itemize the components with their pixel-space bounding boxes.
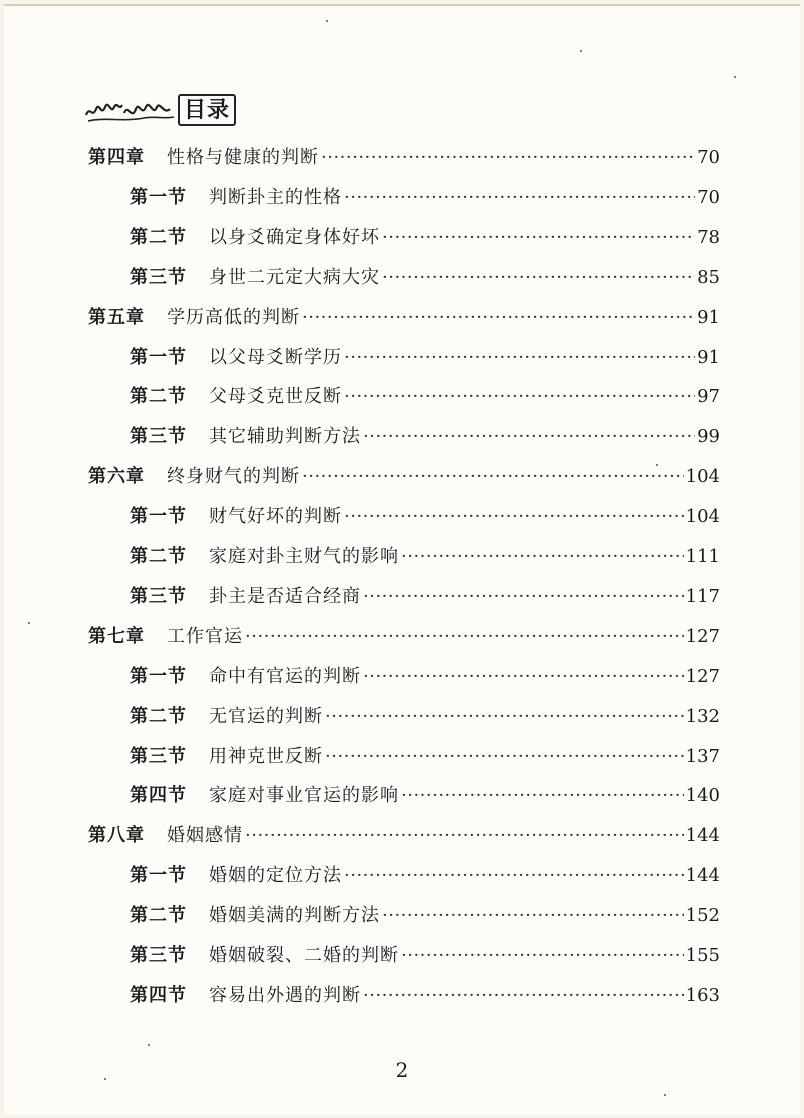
dot-leader <box>302 306 695 330</box>
toc-entry-number: 第三节 <box>130 745 187 767</box>
toc-section-row <box>130 346 720 370</box>
dot-leader <box>344 346 695 370</box>
scan-speck <box>148 1044 150 1046</box>
toc-entry-number: 第八章 <box>88 825 145 847</box>
toc-entry-page: 163 <box>685 984 720 1006</box>
toc-entry-title: 身世二元定大病大灾 <box>209 266 380 288</box>
toc-section-row <box>130 425 720 449</box>
scan-speck <box>104 1078 106 1080</box>
toc-entry-page: 70 <box>697 147 720 168</box>
toc-entry-title: 学历高低的判断 <box>167 306 300 328</box>
toc-section-row <box>130 745 720 769</box>
toc-entry-title: 用神克世反断 <box>209 745 323 767</box>
toc-entry-title: 婚姻的定位方法 <box>209 865 342 887</box>
toc-entry-number: 第三节 <box>130 945 187 966</box>
document-page <box>4 4 800 1114</box>
dot-leader <box>401 784 684 808</box>
toc-section-row <box>130 944 720 968</box>
dot-leader <box>321 146 695 170</box>
dot-leader <box>344 186 695 210</box>
dot-leader <box>344 385 695 409</box>
toc-entry-page: 104 <box>685 466 720 488</box>
toc-entry-title: 财气好坏的判断 <box>209 506 342 528</box>
toc-entry-number: 第三节 <box>130 266 187 288</box>
dot-leader <box>245 625 684 649</box>
toc-section-row <box>130 226 720 250</box>
toc-section-row <box>130 784 720 808</box>
toc-section-row <box>130 904 720 928</box>
toc-section-row <box>130 186 720 210</box>
toc-entry-page: 111 <box>685 546 720 567</box>
toc-entry-number: 第一节 <box>130 346 187 368</box>
toc-entry-page: 140 <box>685 785 720 807</box>
dot-leader <box>382 226 695 250</box>
toc-entry-number: 第一节 <box>130 506 187 528</box>
dot-leader <box>344 505 684 529</box>
toc-entry-page: 132 <box>685 705 720 727</box>
toc-chapter-row <box>88 625 720 649</box>
toc-entry-page: 127 <box>685 625 720 647</box>
toc-title: 目录 <box>178 94 236 126</box>
toc-entry-title: 终身财气的判断 <box>167 466 300 488</box>
toc-entry-number: 第六章 <box>88 466 145 488</box>
toc-entry-title: 其它辅助判断方法 <box>209 426 361 448</box>
dot-leader <box>401 545 684 569</box>
scan-speck <box>28 622 30 624</box>
scan-speck <box>656 464 658 466</box>
dot-leader <box>302 465 684 489</box>
toc-entry-title: 婚姻美满的判断方法 <box>209 905 380 927</box>
toc-entry-number: 第四节 <box>130 984 187 1006</box>
toc-entry-number: 第二节 <box>130 386 187 408</box>
toc-entry-page: 85 <box>697 266 720 288</box>
toc-entry-title: 父母爻克世反断 <box>209 386 342 408</box>
dot-leader <box>245 824 684 848</box>
dot-leader <box>382 904 684 928</box>
toc-section-row <box>130 545 720 569</box>
toc-entry-title: 判断卦主的性格 <box>209 186 342 208</box>
toc-entry-title: 卦主是否适合经商 <box>209 585 361 607</box>
toc-entry-number: 第一节 <box>130 665 187 687</box>
dot-leader <box>344 864 684 888</box>
dot-leader <box>325 705 684 729</box>
toc-section-row <box>130 505 720 529</box>
toc-entry-page: 155 <box>685 945 720 966</box>
toc-section-row <box>130 266 720 290</box>
dot-leader <box>363 665 684 689</box>
toc-entry-page: 137 <box>685 745 720 767</box>
toc-heading <box>84 94 236 126</box>
toc-section-row <box>130 864 720 888</box>
toc-entry-title: 家庭对卦主财气的影响 <box>209 546 399 567</box>
toc-entry-title: 以父母爻断学历 <box>209 346 342 368</box>
dot-leader <box>325 745 684 769</box>
toc-entry-page: 70 <box>697 186 720 208</box>
toc-entry-number: 第五章 <box>88 306 145 328</box>
toc-section-row <box>130 665 720 689</box>
toc-entry-number: 第二节 <box>130 705 187 727</box>
toc-entry-number: 第七章 <box>88 625 145 647</box>
toc-chapter-row <box>88 824 720 848</box>
toc-entry-page: 91 <box>697 346 720 368</box>
toc-chapter-row <box>88 146 720 170</box>
toc-chapter-row <box>88 465 720 489</box>
toc-entry-number: 第四章 <box>88 147 145 168</box>
dot-leader <box>363 425 695 449</box>
toc-entry-page: 152 <box>685 905 720 927</box>
toc-entry-title: 婚姻破裂、二婚的判断 <box>209 945 399 966</box>
toc-entry-number: 第一节 <box>130 186 187 208</box>
toc-section-row <box>130 585 720 609</box>
toc-entry-number: 第三节 <box>130 585 187 607</box>
toc-entry-page: 117 <box>685 585 720 607</box>
toc-entry-title: 命中有官运的判断 <box>209 665 361 687</box>
toc-entry-page: 91 <box>697 306 720 328</box>
scan-speck <box>734 76 736 78</box>
toc-section-row <box>130 984 720 1008</box>
dot-leader <box>382 266 695 290</box>
toc-entry-number: 第四节 <box>130 785 187 807</box>
toc-entry-title: 婚姻感情 <box>167 825 243 847</box>
dot-leader <box>363 984 684 1008</box>
toc-entry-page: 144 <box>685 825 720 847</box>
toc-entry-title: 容易出外遇的判断 <box>209 984 361 1006</box>
scan-speck <box>580 50 582 52</box>
dot-leader <box>401 944 684 968</box>
toc-section-row <box>130 385 720 409</box>
toc-entry-number: 第二节 <box>130 226 187 248</box>
toc-entry-page: 97 <box>697 386 720 408</box>
toc-entry-title: 无官运的判断 <box>209 705 323 727</box>
toc-entry-title: 工作官运 <box>167 625 243 647</box>
toc-entry-page: 144 <box>685 865 720 887</box>
toc-entry-number: 第二节 <box>130 546 187 567</box>
toc-entry-page: 127 <box>685 665 720 687</box>
toc-entry-title: 性格与健康的判断 <box>167 147 319 168</box>
scan-speck <box>664 1094 666 1096</box>
toc-chapter-row <box>88 306 720 330</box>
toc-entry-number: 第三节 <box>130 426 187 448</box>
page-number: 2 <box>395 1058 409 1082</box>
dot-leader <box>363 585 684 609</box>
toc-entry-title: 家庭对事业官运的影响 <box>209 785 399 807</box>
toc-section-row <box>130 705 720 729</box>
toc-entry-number: 第二节 <box>130 905 187 927</box>
scan-speck <box>326 20 328 22</box>
toc-entry-page: 99 <box>697 426 720 448</box>
decorative-flourish-icon <box>84 95 176 125</box>
toc-entry-title: 以身爻确定身体好坏 <box>209 226 380 248</box>
toc-entry-page: 104 <box>685 506 720 528</box>
toc-entry-number: 第一节 <box>130 865 187 887</box>
toc-entry-page: 78 <box>697 226 720 248</box>
